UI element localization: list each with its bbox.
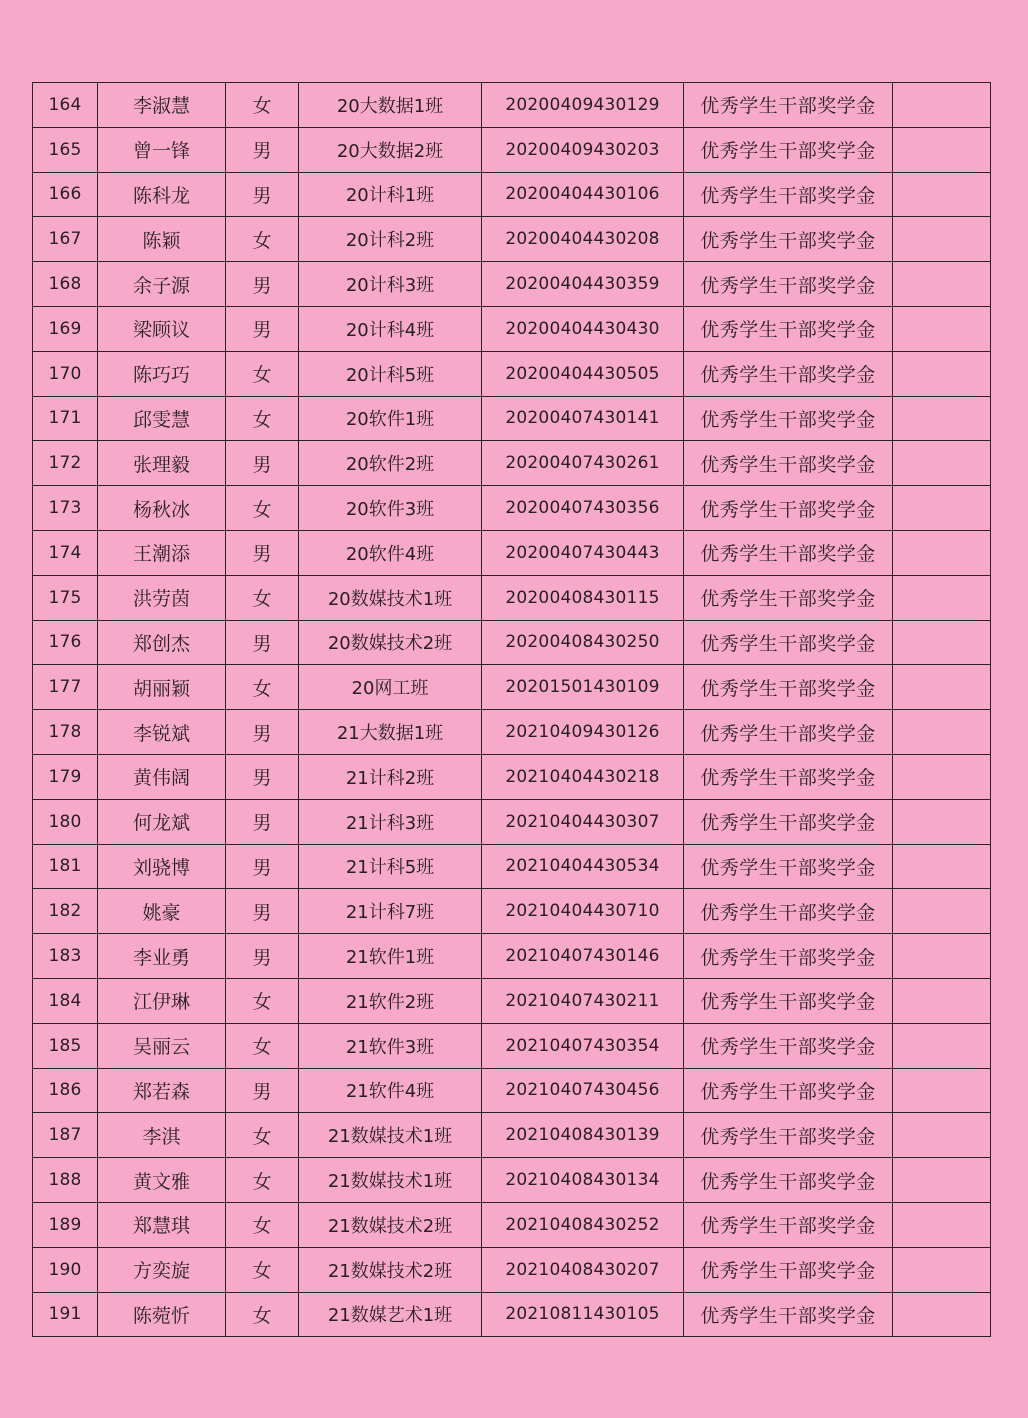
student-id: 20210404430307 [482,799,684,844]
row-number: 191 [33,1292,98,1337]
student-name: 何龙斌 [98,799,226,844]
class-name: 20大数据1班 [299,83,482,128]
remark-cell [893,127,991,172]
student-name: 余子源 [98,262,226,307]
class-name: 21软件3班 [299,1023,482,1068]
class-name: 20计科3班 [299,262,482,307]
student-name: 胡丽颖 [98,665,226,710]
remark-cell [893,1292,991,1337]
table-row [33,83,991,128]
row-number: 172 [33,441,98,486]
student-name: 洪劳茵 [98,575,226,620]
table-row [33,844,991,889]
remark-cell [893,799,991,844]
table-row [33,217,991,262]
class-name: 21数媒艺术1班 [299,1292,482,1337]
row-number: 190 [33,1247,98,1292]
award-name: 优秀学生干部奖学金 [684,754,893,799]
remark-cell [893,978,991,1023]
class-name: 20网工班 [299,665,482,710]
table-row [33,351,991,396]
student-id: 20210408430139 [482,1113,684,1158]
student-name: 张理毅 [98,441,226,486]
table-row [33,934,991,979]
student-id: 20210407430354 [482,1023,684,1068]
student-name: 黄伟阔 [98,754,226,799]
student-id: 20210404430218 [482,754,684,799]
table-row [33,486,991,531]
row-number: 184 [33,978,98,1023]
row-number: 183 [33,934,98,979]
table-row [33,754,991,799]
award-name: 优秀学生干部奖学金 [684,127,893,172]
student-id: 20200409430129 [482,83,684,128]
student-gender: 男 [226,934,299,979]
student-id: 20200404430106 [482,172,684,217]
row-number: 171 [33,396,98,441]
student-gender: 男 [226,441,299,486]
award-name: 优秀学生干部奖学金 [684,83,893,128]
remark-cell [893,1202,991,1247]
remark-cell [893,83,991,128]
student-id: 20200404430430 [482,306,684,351]
class-name: 21数媒技术1班 [299,1113,482,1158]
class-name: 20计科5班 [299,351,482,396]
class-name: 21计科5班 [299,844,482,889]
student-gender: 女 [226,978,299,1023]
student-id: 20200404430359 [482,262,684,307]
row-number: 185 [33,1023,98,1068]
student-gender: 男 [226,172,299,217]
student-gender: 男 [226,844,299,889]
student-name: 曾一锋 [98,127,226,172]
award-name: 优秀学生干部奖学金 [684,620,893,665]
row-number: 173 [33,486,98,531]
award-name: 优秀学生干部奖学金 [684,1292,893,1337]
award-name: 优秀学生干部奖学金 [684,530,893,575]
student-gender: 男 [226,262,299,307]
award-name: 优秀学生干部奖学金 [684,1113,893,1158]
row-number: 182 [33,889,98,934]
award-name: 优秀学生干部奖学金 [684,441,893,486]
student-name: 方奕旋 [98,1247,226,1292]
student-id: 20210407430146 [482,934,684,979]
student-id: 20210811430105 [482,1292,684,1337]
student-gender: 女 [226,217,299,262]
student-id: 20200407430356 [482,486,684,531]
student-gender: 女 [226,396,299,441]
remark-cell [893,486,991,531]
student-name: 郑创杰 [98,620,226,665]
award-name: 优秀学生干部奖学金 [684,1202,893,1247]
row-number: 169 [33,306,98,351]
class-name: 20软件1班 [299,396,482,441]
student-name: 郑若森 [98,1068,226,1113]
award-name: 优秀学生干部奖学金 [684,1247,893,1292]
student-name: 杨秋冰 [98,486,226,531]
student-gender: 女 [226,1202,299,1247]
class-name: 20计科1班 [299,172,482,217]
row-number: 188 [33,1158,98,1203]
table-row [33,1023,991,1068]
student-id: 20200404430208 [482,217,684,262]
student-name: 陈菀忻 [98,1292,226,1337]
student-gender: 男 [226,306,299,351]
student-id: 20200408430250 [482,620,684,665]
award-name: 优秀学生干部奖学金 [684,172,893,217]
student-gender: 男 [226,620,299,665]
student-gender: 男 [226,127,299,172]
row-number: 181 [33,844,98,889]
student-gender: 女 [226,1158,299,1203]
student-gender: 女 [226,1023,299,1068]
remark-cell [893,1113,991,1158]
table-row [33,665,991,710]
award-name: 优秀学生干部奖学金 [684,217,893,262]
class-name: 20软件3班 [299,486,482,531]
student-gender: 男 [226,754,299,799]
class-name: 20软件2班 [299,441,482,486]
student-name: 姚豪 [98,889,226,934]
student-name: 郑慧琪 [98,1202,226,1247]
student-gender: 男 [226,530,299,575]
table-row [33,710,991,755]
table-row [33,1292,991,1337]
table-row [33,799,991,844]
class-name: 21软件4班 [299,1068,482,1113]
remark-cell [893,844,991,889]
class-name: 21软件1班 [299,934,482,979]
student-name: 李锐斌 [98,710,226,755]
table-row [33,262,991,307]
row-number: 180 [33,799,98,844]
student-name: 陈巧巧 [98,351,226,396]
award-name: 优秀学生干部奖学金 [684,262,893,307]
row-number: 168 [33,262,98,307]
row-number: 179 [33,754,98,799]
table-row [33,1068,991,1113]
row-number: 176 [33,620,98,665]
row-number: 170 [33,351,98,396]
student-name: 江伊琳 [98,978,226,1023]
row-number: 165 [33,127,98,172]
class-name: 20大数据2班 [299,127,482,172]
award-name: 优秀学生干部奖学金 [684,1023,893,1068]
row-number: 167 [33,217,98,262]
remark-cell [893,1068,991,1113]
table-row [33,575,991,620]
student-gender: 男 [226,710,299,755]
student-name: 李业勇 [98,934,226,979]
student-gender: 女 [226,1292,299,1337]
row-number: 174 [33,530,98,575]
class-name: 21计科2班 [299,754,482,799]
award-name: 优秀学生干部奖学金 [684,710,893,755]
student-gender: 女 [226,665,299,710]
row-number: 186 [33,1068,98,1113]
remark-cell [893,306,991,351]
class-name: 20计科4班 [299,306,482,351]
class-name: 21大数据1班 [299,710,482,755]
student-id: 20210408430252 [482,1202,684,1247]
remark-cell [893,441,991,486]
row-number: 175 [33,575,98,620]
table-row [33,1158,991,1203]
student-name: 吴丽云 [98,1023,226,1068]
table-row [33,889,991,934]
class-name: 21数媒技术1班 [299,1158,482,1203]
student-gender: 男 [226,889,299,934]
table-body [33,83,991,1337]
student-gender: 男 [226,1068,299,1113]
award-name: 优秀学生干部奖学金 [684,799,893,844]
student-id: 20210409430126 [482,710,684,755]
student-name: 陈颖 [98,217,226,262]
class-name: 20数媒技术1班 [299,575,482,620]
remark-cell [893,575,991,620]
award-name: 优秀学生干部奖学金 [684,978,893,1023]
table-row [33,1247,991,1292]
student-id: 20200408430115 [482,575,684,620]
table-row [33,978,991,1023]
student-name: 邱雯慧 [98,396,226,441]
remark-cell [893,217,991,262]
student-id: 20200407430261 [482,441,684,486]
scholarship-list-table [32,82,991,1337]
remark-cell [893,262,991,307]
remark-cell [893,710,991,755]
student-gender: 女 [226,575,299,620]
student-name: 黄文雅 [98,1158,226,1203]
remark-cell [893,620,991,665]
class-name: 21计科7班 [299,889,482,934]
award-name: 优秀学生干部奖学金 [684,844,893,889]
student-id: 20200404430505 [482,351,684,396]
student-gender: 女 [226,351,299,396]
remark-cell [893,1158,991,1203]
award-name: 优秀学生干部奖学金 [684,351,893,396]
row-number: 189 [33,1202,98,1247]
student-gender: 女 [226,1247,299,1292]
student-id: 20210408430134 [482,1158,684,1203]
class-name: 21数媒技术2班 [299,1202,482,1247]
student-id: 20201501430109 [482,665,684,710]
table-row [33,396,991,441]
remark-cell [893,1247,991,1292]
student-gender: 女 [226,486,299,531]
table-row [33,127,991,172]
table-row [33,530,991,575]
remark-cell [893,396,991,441]
class-name: 20数媒技术2班 [299,620,482,665]
class-name: 20软件4班 [299,530,482,575]
student-name: 王潮添 [98,530,226,575]
award-name: 优秀学生干部奖学金 [684,1068,893,1113]
table-row [33,441,991,486]
student-id: 20200409430203 [482,127,684,172]
award-name: 优秀学生干部奖学金 [684,665,893,710]
table-row [33,620,991,665]
student-id: 20210404430710 [482,889,684,934]
row-number: 187 [33,1113,98,1158]
remark-cell [893,351,991,396]
student-id: 20200407430141 [482,396,684,441]
student-name: 梁顾议 [98,306,226,351]
table-row [33,1113,991,1158]
row-number: 166 [33,172,98,217]
student-id: 20210408430207 [482,1247,684,1292]
award-name: 优秀学生干部奖学金 [684,306,893,351]
student-id: 20210407430456 [482,1068,684,1113]
student-name: 陈科龙 [98,172,226,217]
student-gender: 男 [226,799,299,844]
row-number: 177 [33,665,98,710]
remark-cell [893,934,991,979]
table-row [33,172,991,217]
remark-cell [893,530,991,575]
student-gender: 女 [226,83,299,128]
student-name: 刘骁博 [98,844,226,889]
award-name: 优秀学生干部奖学金 [684,486,893,531]
row-number: 178 [33,710,98,755]
award-name: 优秀学生干部奖学金 [684,889,893,934]
remark-cell [893,665,991,710]
class-name: 21软件2班 [299,978,482,1023]
award-name: 优秀学生干部奖学金 [684,1158,893,1203]
student-id: 20210404430534 [482,844,684,889]
table-row [33,306,991,351]
student-name: 李淇 [98,1113,226,1158]
award-name: 优秀学生干部奖学金 [684,575,893,620]
award-name: 优秀学生干部奖学金 [684,934,893,979]
remark-cell [893,172,991,217]
award-name: 优秀学生干部奖学金 [684,396,893,441]
student-id: 20200407430443 [482,530,684,575]
student-name: 李淑慧 [98,83,226,128]
student-gender: 女 [226,1113,299,1158]
remark-cell [893,1023,991,1068]
student-id: 20210407430211 [482,978,684,1023]
row-number: 164 [33,83,98,128]
remark-cell [893,889,991,934]
class-name: 21计科3班 [299,799,482,844]
class-name: 21数媒技术2班 [299,1247,482,1292]
class-name: 20计科2班 [299,217,482,262]
table-row [33,1202,991,1247]
remark-cell [893,754,991,799]
